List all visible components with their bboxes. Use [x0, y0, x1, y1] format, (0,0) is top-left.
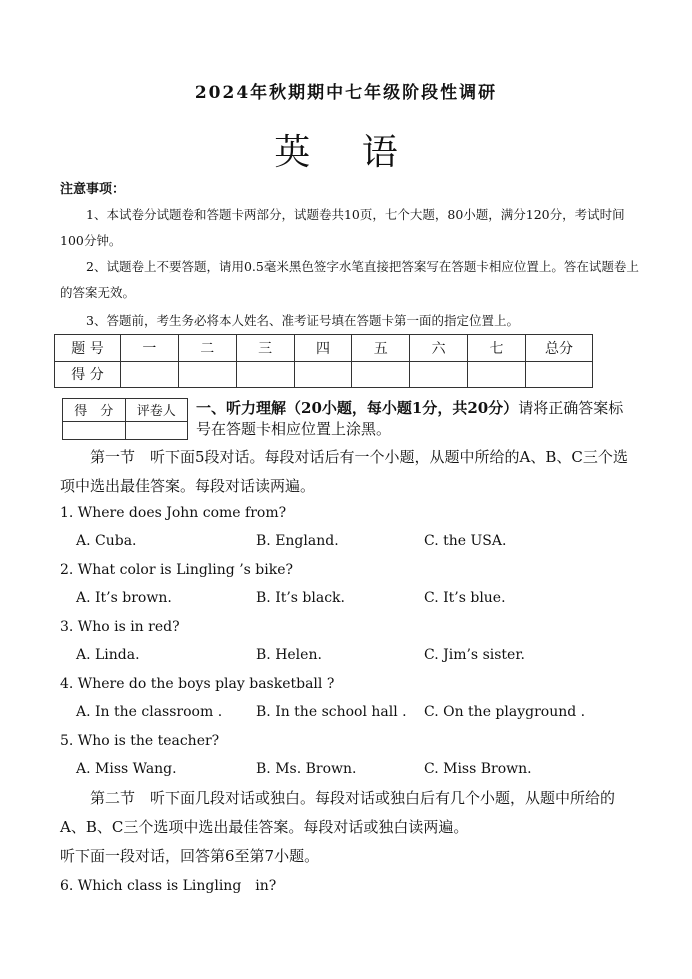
- score-table-score-row: [55, 361, 593, 388]
- score-cell: [236, 361, 294, 388]
- score-table: [54, 334, 593, 388]
- question-4-option-b: B. In the school hall .: [256, 704, 407, 720]
- question-1-option-a: A. Cuba.: [76, 533, 137, 549]
- part-1-intro: 第一节 听下面5段对话。每段对话后有一个小题，从题中所给的A、B、C三个选项中选出最佳答案。每段对话读两遍。: [60, 448, 628, 495]
- question-4-option-a: A. In the classroom .: [76, 704, 223, 720]
- notice-heading: 注意事项：: [60, 182, 126, 197]
- question-1-option-b: B. England.: [256, 533, 339, 549]
- subject-title: 英 语: [274, 132, 418, 173]
- score-cell: [526, 361, 593, 388]
- grader-name-cell: [125, 421, 188, 439]
- question-3-option-a: A. Linda.: [76, 647, 140, 663]
- question-1: 1. Where does John come from?: [60, 505, 287, 521]
- grader-score-cell: [63, 421, 126, 439]
- notice-item-3: 3、答题前，考生务必将本人姓名、准考证号填在答题卡第一面的指定位置上。: [86, 313, 519, 328]
- question-1-option-c: C. the USA.: [424, 533, 507, 549]
- score-table-header: 五: [352, 335, 410, 362]
- question-3-option-c: C. Jim’s sister.: [424, 647, 525, 663]
- score-table-header: 六: [410, 335, 468, 362]
- score-table-header: 三: [236, 335, 294, 362]
- score-cell: [121, 361, 179, 388]
- score-cell: [294, 361, 352, 388]
- question-2-option-b: B. It’s black.: [256, 590, 345, 606]
- question-6: 6. Which class is Lingling in?: [60, 878, 277, 894]
- grader-table: [62, 398, 188, 440]
- score-cell: [468, 361, 526, 388]
- notice-item-2: 2、试题卷上不要答题，请用0.5毫米黑色签字水笔直接把答案写在答题卡相应位置上。答在试题卷上的答案无效。: [60, 259, 639, 300]
- question-5-option-b: B. Ms. Brown.: [256, 761, 357, 777]
- part-2-intro: 第二节 听下面几段对话或独白。每段对话或独白后有几个小题，从题中所给的A、B、C三个选项中选出最佳答案。每段对话或独白读两遍。: [60, 789, 616, 836]
- question-3-option-b: B. Helen.: [256, 647, 322, 663]
- notice-item-1: 1、本试卷分试题卷和答题卡两部分，试题卷共10页，七个大题，80小题，满分120分，考试时间100分钟。: [60, 207, 625, 248]
- question-5: 5. Who is the teacher?: [60, 733, 220, 749]
- section-1-heading: [196, 398, 636, 440]
- question-5-option-c: C. Miss Brown.: [424, 761, 532, 777]
- score-table-header: 总分: [526, 335, 593, 362]
- score-table-header: 二: [178, 335, 236, 362]
- section-1-title: 一、听力理解（20小题，每小题1分，共20分）: [196, 399, 519, 417]
- question-4-option-c: C. On the playground .: [424, 704, 586, 720]
- score-row-label: 得 分: [55, 361, 121, 388]
- exam-title: 2024年秋期期中七年级阶段性调研: [194, 83, 498, 103]
- score-cell: [352, 361, 410, 388]
- score-cell: [410, 361, 468, 388]
- score-table-header: 四: [294, 335, 352, 362]
- score-table-header: 一: [121, 335, 179, 362]
- score-table-header-row: [55, 335, 593, 362]
- question-4: 4. Where do the boys play basketball ?: [60, 676, 335, 692]
- score-table-header: 题 号: [55, 335, 121, 362]
- grader-name-label: 评卷人: [125, 399, 188, 422]
- question-2-option-a: A. It’s brown.: [76, 590, 172, 606]
- question-5-option-a: A. Miss Wang.: [76, 761, 177, 777]
- question-2-option-c: C. It’s blue.: [424, 590, 506, 606]
- dialog-intro: 听下面一段对话，回答第6至第7小题。: [60, 847, 320, 865]
- score-table-header: 七: [468, 335, 526, 362]
- score-cell: [178, 361, 236, 388]
- section-1-instruction: 请将正确答案标号在答题卡相应位置上涂黑。: [196, 399, 624, 438]
- question-3: 3. Who is in red?: [60, 619, 180, 635]
- grader-score-label: 得 分: [63, 399, 126, 422]
- question-2: 2. What color is Lingling ’s bike?: [60, 562, 294, 578]
